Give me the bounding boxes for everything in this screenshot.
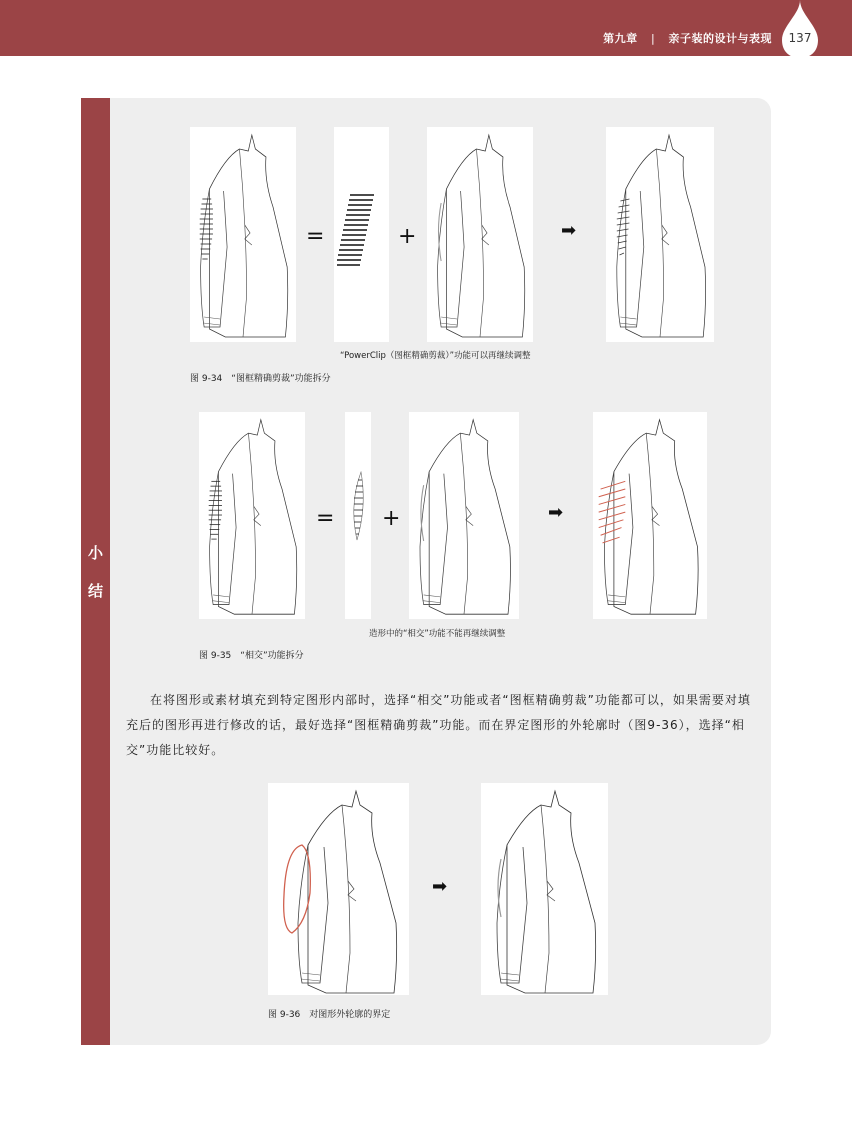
fig36-label: 图 9-36 对图形外轮廓的界定 bbox=[268, 1010, 391, 1020]
body-paragraph: 在将图形或素材填充到特定图形内部时，选择“相交”功能或者“图框精确剪裁”功能都可以，如果需要对填充后的图形再进行修改的话，最好选择“图框精确剪裁”功能。而在界定图形的外轮廓时（图9-36），选择“相交”功能比较好。 bbox=[126, 693, 751, 757]
fig34-stripe-pattern bbox=[334, 127, 389, 342]
page-number: 137 bbox=[788, 31, 812, 45]
header-separator: | bbox=[650, 32, 656, 45]
section-title: 亲子装的设计与表现 bbox=[668, 32, 772, 45]
fig34-outline-jacket bbox=[427, 127, 533, 342]
page-number-drop-shape bbox=[778, 0, 822, 60]
header-bar bbox=[0, 0, 852, 56]
fig34-final-jacket bbox=[606, 127, 714, 342]
sidebar-char-2: 结 bbox=[87, 582, 103, 600]
fig35-note: 造形中的“相交”功能不能再继续调整 bbox=[369, 629, 506, 639]
fig34-equals-sign: = bbox=[306, 224, 325, 249]
fig35-lens-shape bbox=[345, 412, 371, 619]
fig35-final-jacket bbox=[593, 412, 707, 619]
fig35-equals-sign: = bbox=[316, 506, 335, 531]
fig35-arrow-icon: ➡ bbox=[548, 502, 564, 523]
fig35-outline-jacket bbox=[409, 412, 519, 619]
fig34-arrow-icon: ➡ bbox=[561, 220, 577, 241]
fig34-plus-sign: + bbox=[398, 224, 417, 249]
sidebar-char-1: 小 bbox=[87, 544, 103, 562]
fig34-label: 图 9-34 “图框精确剪裁”功能拆分 bbox=[190, 374, 331, 384]
sidebar-band bbox=[81, 98, 110, 1045]
fig36-arrow-icon: ➡ bbox=[432, 876, 448, 897]
fig34-result-jacket bbox=[190, 127, 296, 342]
fig35-label: 图 9-35 “相交”功能拆分 bbox=[199, 651, 304, 661]
fig36-before-jacket bbox=[268, 783, 409, 995]
chapter-label: 第九章 bbox=[603, 32, 638, 45]
fig36-after-jacket bbox=[481, 783, 608, 995]
fig35-plus-sign: + bbox=[382, 506, 401, 531]
fig34-note: “PowerClip（图框精确剪裁）”功能可以再继续调整 bbox=[340, 351, 531, 361]
fig35-result-jacket bbox=[199, 412, 305, 619]
running-header bbox=[603, 30, 772, 46]
